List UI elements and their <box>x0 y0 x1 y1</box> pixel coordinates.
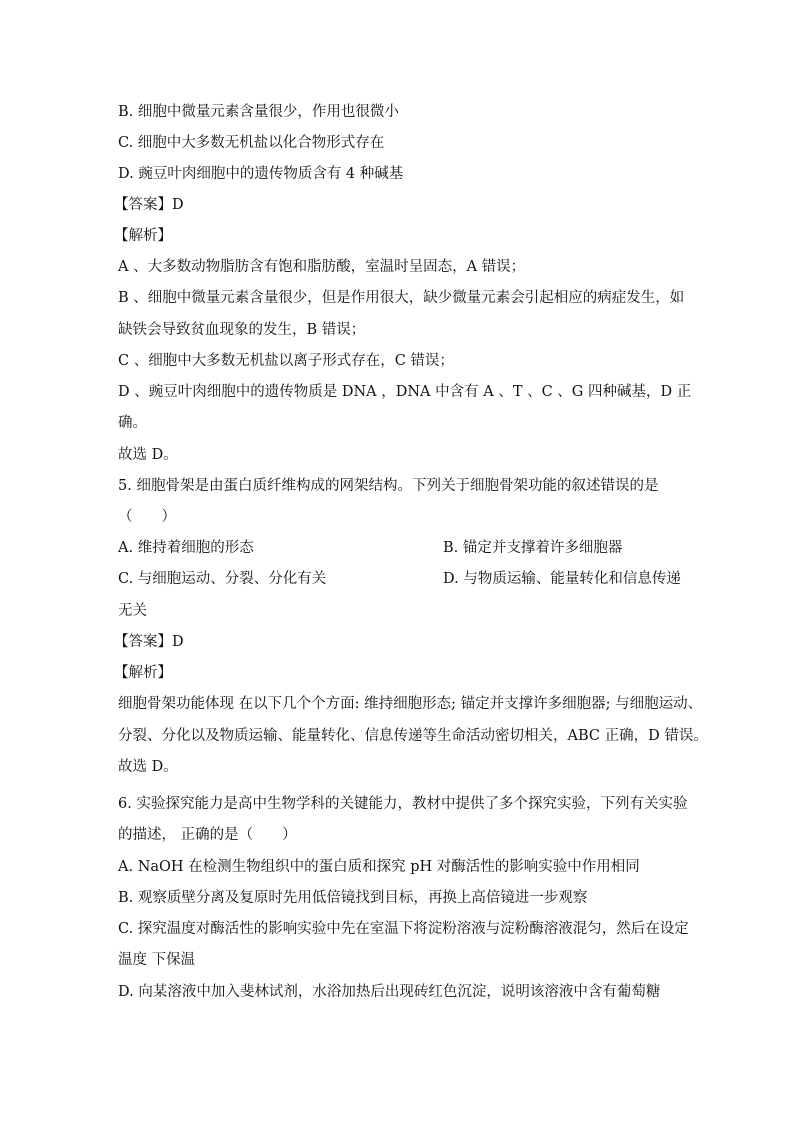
q4-option-d: D. 豌豆叶肉细胞中的遗传物质含有 4 种碱基 <box>118 166 404 182</box>
q6-option-a: A. NaOH 在检测生物组织中的蛋白质和探究 pH 对酶活性的影响实验中作用相同 <box>118 859 640 875</box>
q4-conclusion: 故选 D。 <box>118 447 178 463</box>
q5-conclusion: 故选 D。 <box>118 759 178 775</box>
q4-analysis-line: A 、大多数动物脂肪含有饱和脂肪酸，室温时呈固态，A 错误； <box>118 259 526 275</box>
q6-stem: 6. 实验探究能力是高中生物学科的关键能力，教材中提供了多个探究实验，下列有关实验 <box>118 796 688 812</box>
q5-analysis-line: 细胞骨架功能体现 在以下几个个方面: 维持细胞形态; 锚定并支撑许多细胞器; 与细胞运动、 <box>118 696 703 712</box>
q4-option-c: C. 细胞中大多数无机盐以化合物形式存在 <box>118 135 385 151</box>
q5-stem-blank: （ ） <box>118 509 176 525</box>
q4-analysis-line: D 、豌豆叶肉细胞中的遗传物质是 DNA ，DNA 中含有 A 、T 、C 、G 四种碱基，D 正 <box>118 384 692 400</box>
q5-analysis-line: 分裂、分化以及物质运输、能量转化、信息传递等生命活动密切相关，ABC 正确，D 错误。 <box>118 728 708 744</box>
q6-option-b: B. 观察质壁分离及复原时先用低倍镜找到目标，再换上高倍镜进一步观察 <box>118 890 588 906</box>
q6-stem-cont: 的描述， 正确的是（ ） <box>118 827 297 843</box>
q4-analysis-line: 确。 <box>118 415 147 431</box>
q4-analysis-line: C 、细胞中大多数无机盐以离子形式存在，C 错误； <box>118 353 454 369</box>
q4-option-b: B. 细胞中微量元素含量很少，作用也很微小 <box>118 104 399 120</box>
q5-option-d: D. 与物质运输、能量转化和信息传递 <box>443 571 681 587</box>
q4-analysis-line: B 、细胞中微量元素含量很少，但是作用很大，缺少微量元素会引起相应的病症发生，如 <box>118 290 685 306</box>
q6-option-c-cont: 温度 下保温 <box>118 952 196 968</box>
q5-answer: 【答案】D <box>114 634 184 650</box>
q5-option-c: C. 与细胞运动、分裂、分化有关 <box>118 571 327 587</box>
q4-analysis-line: 缺铁会导致贫血现象的发生，B 错误； <box>118 322 366 338</box>
q4-analysis-title: 【解析】 <box>114 228 172 244</box>
q6-option-d: D. 向某溶液中加入斐林试剂，水浴加热后出现砖红色沉淀，说明该溶液中含有葡萄糖 <box>118 984 661 1000</box>
q5-stem: 5. 细胞骨架是由蛋白质纤维构成的网架结构。下列关于细胞骨架功能的叙述错误的是 <box>118 478 659 494</box>
q5-option-a: A. 维持着细胞的形态 <box>118 540 254 556</box>
q5-option-b: B. 锚定并支撑着许多细胞器 <box>443 540 623 556</box>
q5-analysis-title: 【解析】 <box>114 665 172 681</box>
q4-answer: 【答案】D <box>114 197 184 213</box>
q6-option-c: C. 探究温度对酶活性的影响实验中先在室温下将淀粉溶液与淀粉酶溶液混匀，然后在设定 <box>118 921 689 937</box>
q5-option-d-cont: 无关 <box>118 603 147 619</box>
